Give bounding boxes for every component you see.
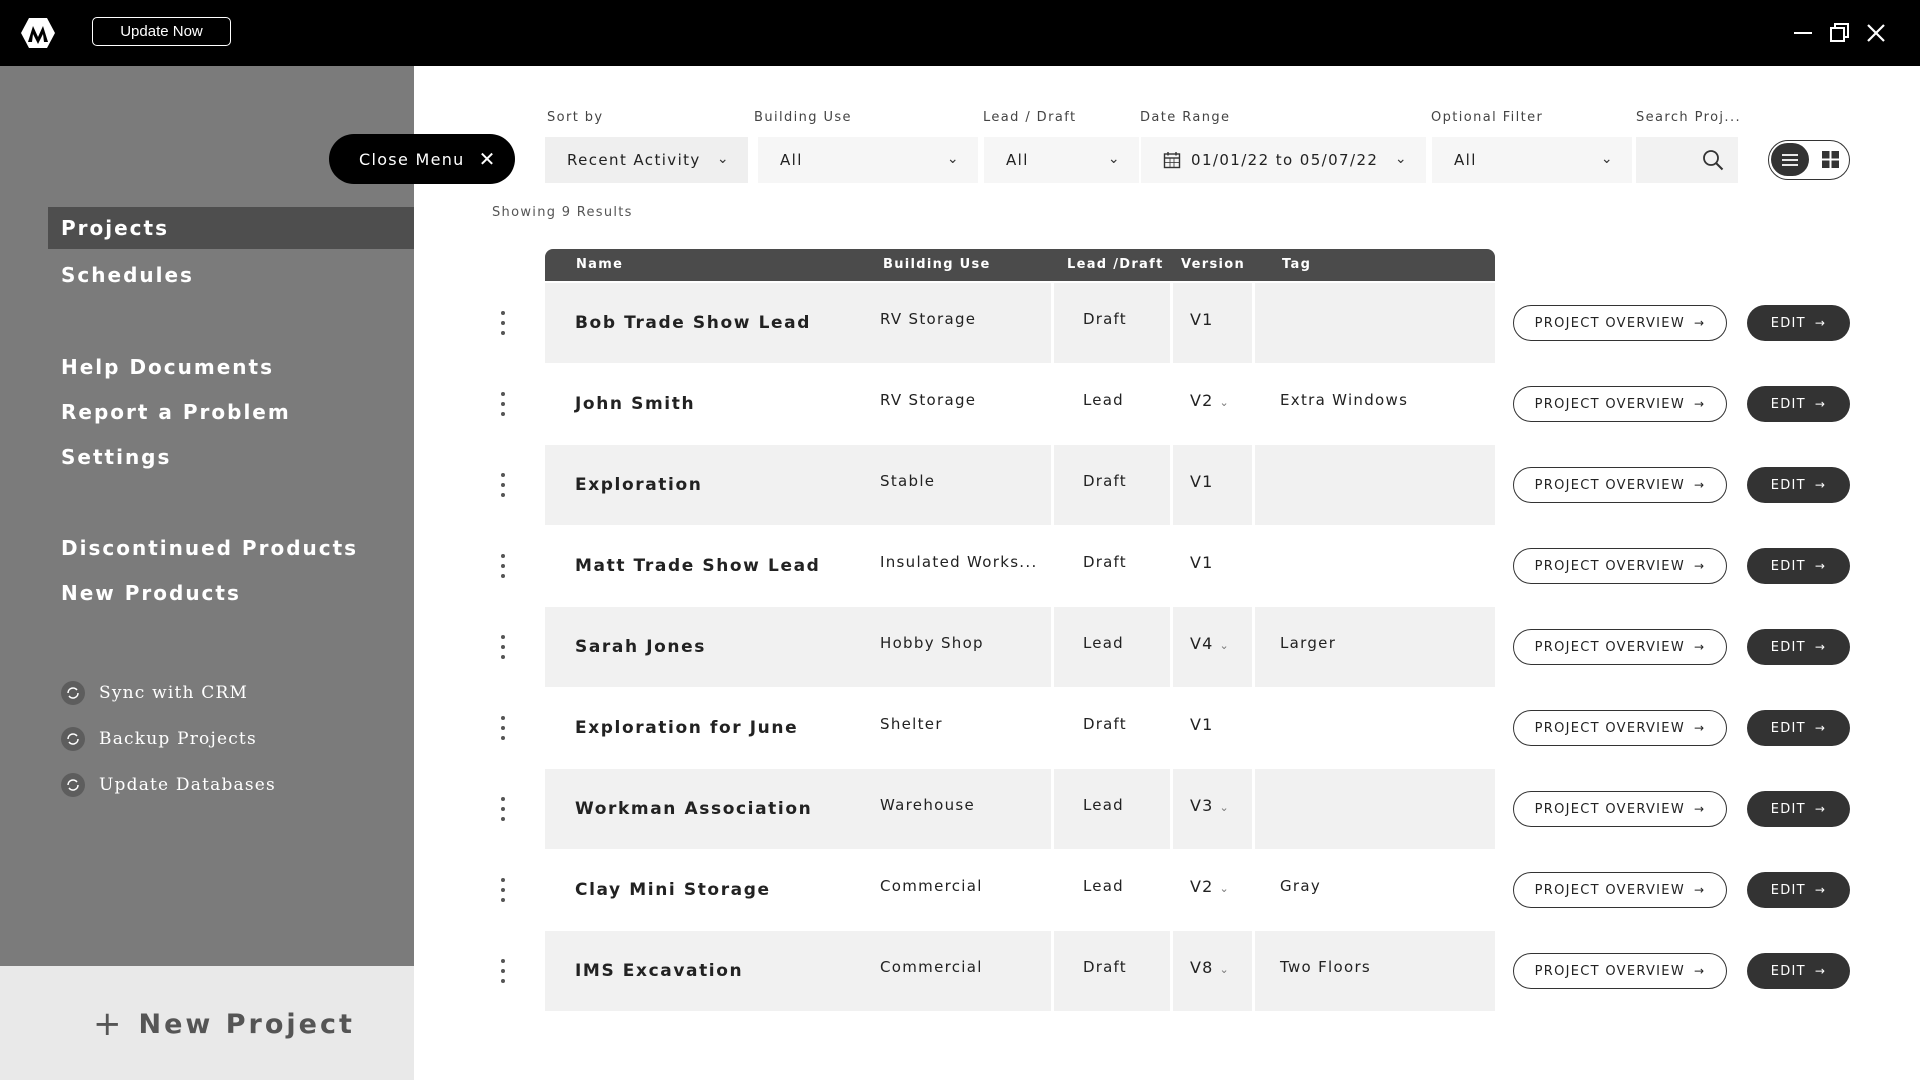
table-row[interactable] (545, 850, 1850, 930)
date-range-label: Date Range (1140, 110, 1231, 125)
building-use: Warehouse (880, 796, 976, 814)
table-row[interactable] (545, 364, 1850, 444)
version-selector[interactable] (1190, 877, 1230, 896)
chevron-down-icon: ⌄ (1219, 639, 1230, 652)
col-header-name[interactable]: Name (576, 257, 624, 272)
sidebar-item-schedules[interactable]: Schedules (61, 263, 194, 287)
table-header (545, 249, 1495, 281)
project-name: IMS Excavation (575, 961, 744, 981)
row-menu-icon[interactable] (500, 959, 506, 983)
building-use: Hobby Shop (880, 634, 984, 652)
grid-icon (1822, 151, 1839, 168)
project-tag: Extra Windows (1280, 391, 1409, 409)
project-name: Bob Trade Show Lead (575, 313, 811, 333)
sidebar (0, 66, 414, 966)
edit-label: EDIT (1770, 558, 1806, 574)
project-overview-label: PROJECT OVERVIEW (1534, 801, 1685, 817)
version-selector (1190, 553, 1214, 572)
lead-draft-value: All (1006, 151, 1029, 169)
version-value: V3 (1190, 796, 1214, 815)
row-menu-icon[interactable] (500, 554, 506, 578)
table-row[interactable] (545, 931, 1850, 1011)
edit-button[interactable] (1747, 548, 1850, 584)
arrow-right-icon: → (1693, 640, 1706, 654)
arrow-right-icon: → (1693, 802, 1706, 816)
project-overview-label: PROJECT OVERVIEW (1534, 477, 1685, 493)
edit-label: EDIT (1770, 396, 1806, 412)
arrow-right-icon: → (1693, 964, 1706, 978)
chevron-down-icon: ⌄ (1219, 801, 1230, 814)
col-header-tag[interactable]: Tag (1282, 257, 1312, 272)
list-icon (1782, 153, 1798, 167)
edit-label: EDIT (1770, 315, 1806, 331)
lead-draft-status: Lead (1083, 877, 1124, 895)
row-menu-icon[interactable] (500, 392, 506, 416)
arrow-right-icon: → (1693, 883, 1706, 897)
sync-icon (61, 773, 85, 797)
project-overview-button[interactable] (1513, 548, 1727, 584)
col-header-version[interactable]: Version (1181, 257, 1246, 272)
building-use: Insulated Works... (880, 553, 1038, 571)
close-menu-label: Close Menu (359, 149, 465, 169)
building-use: Shelter (880, 715, 943, 733)
sidebar-item-discontinued-products[interactable]: Discontinued Products (61, 536, 359, 560)
col-header-building-use[interactable]: Building Use (883, 257, 991, 272)
building-use: Commercial (880, 958, 983, 976)
project-overview-label: PROJECT OVERVIEW (1534, 396, 1685, 412)
project-tag: Two Floors (1280, 958, 1372, 976)
arrow-right-icon: → (1814, 721, 1827, 735)
building-use-label: Building Use (754, 110, 852, 125)
sidebar-item-projects[interactable]: Projects (61, 216, 170, 240)
project-overview-label: PROJECT OVERVIEW (1534, 882, 1685, 898)
edit-button[interactable] (1747, 305, 1850, 341)
arrow-right-icon: → (1814, 559, 1827, 573)
version-selector (1190, 472, 1214, 491)
sync-crm-item[interactable] (61, 681, 248, 705)
search-input[interactable] (1636, 137, 1738, 183)
project-name: Exploration for June (575, 718, 799, 738)
sort-by-value: Recent Activity (567, 151, 701, 169)
chevron-down-icon: ⌄ (1600, 151, 1614, 167)
row-menu-icon[interactable] (500, 311, 506, 335)
sidebar-item-help-documents[interactable]: Help Documents (61, 355, 274, 379)
chevron-down-icon: ⌄ (1394, 151, 1408, 167)
arrow-right-icon: → (1814, 964, 1827, 978)
building-use: Stable (880, 472, 936, 490)
close-menu-button[interactable] (329, 134, 515, 184)
backup-projects-label: Backup Projects (99, 729, 257, 749)
update-now-button[interactable]: Update Now (92, 17, 231, 46)
project-overview-button[interactable] (1513, 305, 1727, 341)
arrow-right-icon: → (1693, 559, 1706, 573)
arrow-right-icon: → (1693, 397, 1706, 411)
table-row[interactable] (545, 769, 1850, 849)
sync-icon (61, 727, 85, 751)
project-overview-button[interactable] (1513, 953, 1727, 989)
lead-draft-status: Draft (1083, 553, 1127, 571)
new-project-label: New Project (138, 1008, 355, 1040)
version-selector[interactable] (1190, 796, 1230, 815)
arrow-right-icon: → (1814, 397, 1827, 411)
optional-filter-value: All (1454, 151, 1477, 169)
table-row[interactable] (545, 607, 1850, 687)
project-overview-label: PROJECT OVERVIEW (1534, 639, 1685, 655)
project-overview-label: PROJECT OVERVIEW (1534, 558, 1685, 574)
lead-draft-status: Lead (1083, 796, 1124, 814)
row-menu-icon[interactable] (500, 635, 506, 659)
lead-draft-status: Draft (1083, 715, 1127, 733)
project-overview-button[interactable] (1513, 791, 1727, 827)
project-overview-button[interactable] (1513, 386, 1727, 422)
update-databases-label: Update Databases (99, 775, 276, 795)
project-overview-button[interactable] (1513, 467, 1727, 503)
table-row[interactable] (545, 688, 1850, 768)
chevron-down-icon: ⌄ (1219, 882, 1230, 895)
version-selector[interactable] (1190, 958, 1230, 977)
list-view-button[interactable] (1771, 143, 1809, 176)
date-range-picker[interactable] (1141, 137, 1426, 183)
arrow-right-icon: → (1814, 478, 1827, 492)
version-selector (1190, 715, 1214, 734)
grid-view-button[interactable] (1813, 143, 1847, 176)
project-name: John Smith (575, 394, 696, 414)
edit-label: EDIT (1770, 720, 1806, 736)
table-row[interactable] (545, 526, 1850, 606)
chevron-down-icon: ⌄ (946, 151, 960, 167)
sidebar-item-report-problem[interactable]: Report a Problem (61, 400, 291, 424)
project-overview-label: PROJECT OVERVIEW (1534, 963, 1685, 979)
search-label: Search Proj... (1636, 110, 1742, 125)
chevron-down-icon: ⌄ (716, 151, 730, 167)
row-menu-icon[interactable] (500, 473, 506, 497)
calendar-icon (1163, 151, 1181, 169)
lead-draft-dropdown[interactable] (984, 137, 1139, 183)
optional-filter-label: Optional Filter (1431, 110, 1544, 125)
version-value: V1 (1190, 310, 1214, 329)
project-overview-label: PROJECT OVERVIEW (1534, 720, 1685, 736)
edit-button[interactable] (1747, 953, 1850, 989)
edit-label: EDIT (1770, 801, 1806, 817)
edit-label: EDIT (1770, 477, 1806, 493)
version-value: V1 (1190, 553, 1214, 572)
edit-button[interactable] (1747, 872, 1850, 908)
building-use: Commercial (880, 877, 983, 895)
version-value: V1 (1190, 715, 1214, 734)
version-value: V2 (1190, 877, 1214, 896)
plus-icon: + (93, 1004, 125, 1044)
lead-draft-status: Draft (1083, 310, 1127, 328)
edit-button[interactable] (1747, 791, 1850, 827)
version-value: V4 (1190, 634, 1214, 653)
row-menu-icon[interactable] (500, 716, 506, 740)
building-use-value: All (780, 151, 803, 169)
lead-draft-status: Draft (1083, 472, 1127, 490)
edit-label: EDIT (1770, 639, 1806, 655)
chevron-down-icon: ⌄ (1219, 396, 1230, 409)
version-value: V8 (1190, 958, 1214, 977)
close-window-icon[interactable] (1864, 21, 1888, 45)
arrow-right-icon: → (1693, 478, 1706, 492)
building-use-dropdown[interactable] (758, 137, 978, 183)
arrow-right-icon: → (1693, 316, 1706, 330)
table-row[interactable] (545, 283, 1850, 363)
app-logo-icon (20, 17, 56, 49)
version-selector (1190, 310, 1214, 329)
arrow-right-icon: → (1814, 883, 1827, 897)
project-overview-button[interactable] (1513, 629, 1727, 665)
lead-draft-status: Draft (1083, 958, 1127, 976)
project-name: Clay Mini Storage (575, 880, 771, 900)
edit-button[interactable] (1747, 467, 1850, 503)
chevron-down-icon: ⌄ (1219, 963, 1230, 976)
date-range-value: 01/01/22 to 05/07/22 (1191, 151, 1379, 169)
sync-crm-label: Sync with CRM (99, 683, 249, 703)
edit-button[interactable] (1747, 386, 1850, 422)
row-menu-icon[interactable] (500, 797, 506, 821)
project-tag: Gray (1280, 877, 1322, 895)
view-toggle (1768, 140, 1850, 180)
version-selector[interactable] (1190, 391, 1230, 410)
arrow-right-icon: → (1693, 721, 1706, 735)
version-value: V2 (1190, 391, 1214, 410)
building-use: RV Storage (880, 310, 977, 328)
project-tag: Larger (1280, 634, 1337, 652)
table-row[interactable] (545, 445, 1850, 525)
row-menu-icon[interactable] (500, 878, 506, 902)
project-name: Workman Association (575, 799, 813, 819)
restore-icon[interactable] (1828, 21, 1852, 45)
building-use: RV Storage (880, 391, 977, 409)
arrow-right-icon: → (1814, 802, 1827, 816)
close-icon: ✕ (478, 147, 497, 171)
results-count: Showing 9 Results (492, 205, 633, 220)
project-overview-button[interactable] (1513, 872, 1727, 908)
lead-draft-status: Lead (1083, 391, 1124, 409)
sidebar-item-new-products[interactable]: New Products (61, 581, 241, 605)
lead-draft-label: Lead / Draft (983, 110, 1077, 125)
project-name: Exploration (575, 475, 703, 495)
edit-label: EDIT (1770, 882, 1806, 898)
arrow-right-icon: → (1814, 316, 1827, 330)
project-overview-button[interactable] (1513, 710, 1727, 746)
lead-draft-status: Lead (1083, 634, 1124, 652)
project-overview-label: PROJECT OVERVIEW (1534, 315, 1685, 331)
update-databases-item[interactable] (61, 773, 276, 797)
project-name: Matt Trade Show Lead (575, 556, 821, 576)
new-project-button[interactable] (93, 1004, 355, 1044)
title-bar (0, 0, 1920, 66)
search-icon[interactable] (1702, 149, 1724, 171)
edit-button[interactable] (1747, 710, 1850, 746)
minimize-icon[interactable] (1791, 21, 1815, 45)
edit-button[interactable] (1747, 629, 1850, 665)
version-selector[interactable] (1190, 634, 1230, 653)
col-header-lead-draft[interactable]: Lead /Draft (1067, 257, 1164, 272)
optional-filter-dropdown[interactable] (1432, 137, 1632, 183)
sort-by-dropdown[interactable] (545, 137, 748, 183)
project-name: Sarah Jones (575, 637, 706, 657)
version-value: V1 (1190, 472, 1214, 491)
edit-label: EDIT (1770, 963, 1806, 979)
sidebar-item-settings[interactable]: Settings (61, 445, 172, 469)
sync-icon (61, 681, 85, 705)
arrow-right-icon: → (1814, 640, 1827, 654)
chevron-down-icon: ⌄ (1107, 151, 1121, 167)
sort-by-label: Sort by (547, 110, 604, 125)
backup-projects-item[interactable] (61, 727, 257, 751)
